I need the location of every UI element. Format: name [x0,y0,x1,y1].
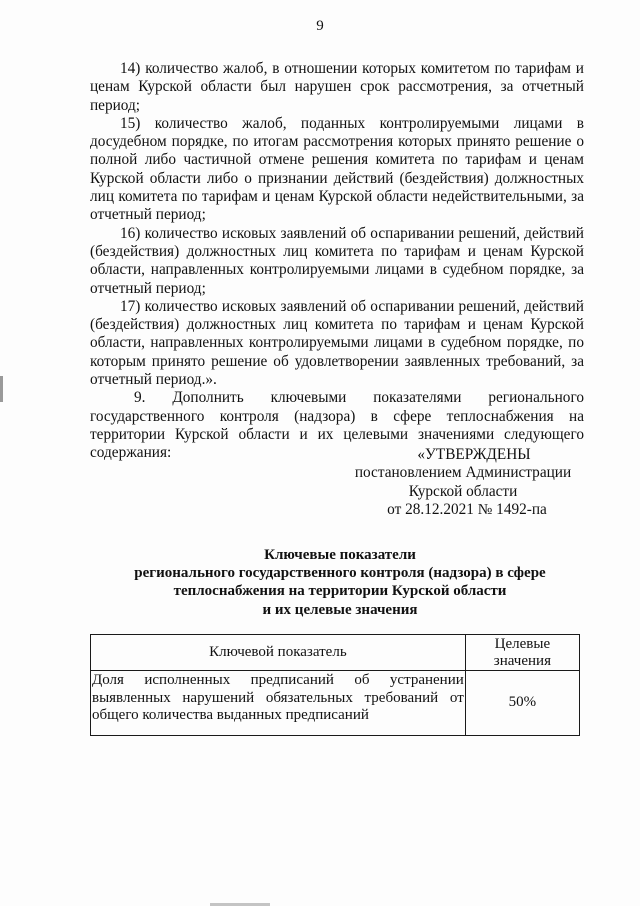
table-header-row [91,635,580,671]
cell-target-value: 50% [465,671,579,736]
list-item-14: 14) количество жалоб, в отношении которых комитетом по тарифам и ценам Курской области был нарушен срок рассмотрения, за отчетный период; [90,60,584,114]
section-title [110,546,570,619]
approval-line-date: от 28.12.2021 № 1492-па [387,500,547,518]
amendment-item-9: 9. Дополнить ключевыми показателями регионального государственного контроля (надзора) в сфере теплоснабжения на территории Курской области и их целевыми значениями следующего содержания: [90,389,584,462]
approval-line-decree: постановлением Администрации [354,464,572,482]
document-body [90,60,584,463]
approval-stamp-block [348,446,578,519]
list-item-15: 15) количество жалоб, поданных контролируемыми лицами в досудебном порядке, по итогам рассмотрения которых принято решение о полной либо частичной отмене решения комитета по тарифам и ценам Курской области либо о признании действий (бездействия) должностных лиц комитета по тарифам и ценам Курской области недействительными, за отчетный период; [90,114,584,224]
title-line-3: теплоснабжения на территории Курской области [173,583,507,600]
title-line-4: и их целевые значения [262,601,418,618]
cell-indicator: Доля исполненных предписаний об устранении выявленных нарушений обязательных требований от общего количества выданных предписаний [91,671,466,736]
list-item-17: 17) количество исковых заявлений об оспаривании решений, действий (бездействия) должностных лиц комитета по тарифам и ценам Курской области, направленных контролируемыми лицами в судебном порядке, по которым принято решение об удовлетворении заявленных требований, за отчетный период.». [90,297,584,389]
title-line-1: Ключевые показатели [264,547,416,563]
column-header-indicator: Ключевой показатель [91,635,466,671]
list-item-16: 16) количество исковых заявлений об оспаривании решений, действий (бездействия) должностных лиц комитета по тарифам и ценам Курской области, направленных контролируемыми лицами в судебном порядке, за отчетный период; [90,224,584,297]
scan-artifact-left [0,376,3,402]
column-header-target: Целевые значения [465,635,579,671]
key-indicators-table [90,634,580,736]
page-number: 9 [316,18,324,34]
approval-line-approved: «УТВЕРЖДЕНЫ [417,446,531,463]
approval-line-region: Курской области [408,482,518,500]
title-line-2: регионального государственного контроля (надзора) в сфере [134,565,546,582]
table-row [91,671,580,736]
